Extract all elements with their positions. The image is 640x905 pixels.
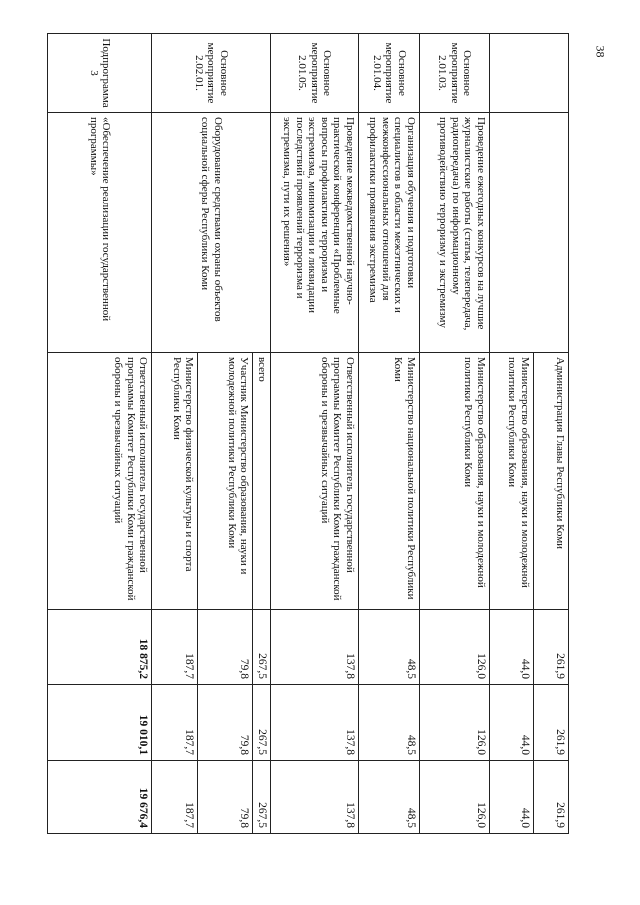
table-row bbox=[420, 34, 490, 834]
name-cell: «Обеспечение реализации государственной программы» bbox=[48, 113, 152, 353]
value-cell-2: 19 010,1 bbox=[48, 685, 152, 761]
value-cell-1: 44,0 bbox=[490, 610, 534, 685]
value-cell-2: 44,0 bbox=[490, 685, 534, 761]
executor-cell: Министерство физической культуры и спорта Республики Коми bbox=[152, 353, 198, 610]
table-row bbox=[271, 34, 359, 834]
value-cell-1: 267,5 bbox=[253, 610, 271, 685]
value-cell-3: 187,7 bbox=[152, 761, 198, 834]
value-cell-1: 261,9 bbox=[534, 610, 569, 685]
table-row bbox=[253, 34, 271, 834]
code-cell: Основное мероприятие 2.01.03. bbox=[420, 34, 490, 113]
table-row bbox=[48, 34, 152, 834]
value-cell-2: 79,8 bbox=[198, 685, 253, 761]
value-cell-2: 126,0 bbox=[420, 685, 490, 761]
rotated-table-wrapper bbox=[49, 33, 569, 833]
code-cell: Основное мероприятие 2.01.04. bbox=[359, 34, 420, 113]
value-cell-2: 137,8 bbox=[271, 685, 359, 761]
value-cell-2: 187,7 bbox=[152, 685, 198, 761]
value-cell-3: 267,5 bbox=[253, 761, 271, 834]
executor-cell: Министерство образования, науки и молодежной политики Республики Коми bbox=[420, 353, 490, 610]
value-cell-1: 137,8 bbox=[271, 610, 359, 685]
name-cell: Организация обучения и подготовки специалистов в области межэтнических и межконфессиональных отношений для профилактики проявления экстремизма bbox=[359, 113, 420, 353]
name-cell bbox=[490, 113, 569, 353]
name-cell: Оборудование средствами охраны объектов социальной сферы Республики Коми bbox=[152, 113, 271, 353]
code-cell: Подпрограмма 3 bbox=[48, 34, 152, 113]
table-row bbox=[534, 34, 569, 834]
name-cell: Проведение межведомственной научно-практической конференции «Проблемные вопросы профилактики терроризма и экстремизма, минимизации и ликвидации последствий проявлений терроризма и экстремизма, пути их решения» bbox=[271, 113, 359, 353]
value-cell-3: 19 676,4 bbox=[48, 761, 152, 834]
code-cell: Основное мероприятие 2.01.05. bbox=[271, 34, 359, 113]
value-cell-1: 126,0 bbox=[420, 610, 490, 685]
value-cell-3: 44,0 bbox=[490, 761, 534, 834]
value-cell-3: 126,0 bbox=[420, 761, 490, 834]
executor-cell: Ответственный исполнитель государственной программы Комитет Республики Коми гражданской обороны и чрезвычайных ситуаций bbox=[271, 353, 359, 610]
value-cell-3: 137,8 bbox=[271, 761, 359, 834]
value-cell-3: 79,8 bbox=[198, 761, 253, 834]
name-cell: Проведение ежегодных конкурсов на лучшие журналистские работы (статья, телепередача, радиопередача) по информационному противодействию терроризму и экстремизму bbox=[420, 113, 490, 353]
value-cell-3: 48,5 bbox=[359, 761, 420, 834]
executor-cell: Ответственный исполнитель государственной программы Комитет Республики Коми гражданской обороны и чрезвычайных ситуаций bbox=[48, 353, 152, 610]
value-cell-1: 187,7 bbox=[152, 610, 198, 685]
budget-table bbox=[48, 33, 570, 834]
code-cell bbox=[490, 34, 569, 113]
value-cell-3: 261,9 bbox=[534, 761, 569, 834]
executor-cell: всего bbox=[253, 353, 271, 610]
executor-cell: Министерство национальной политики Республики Коми bbox=[359, 353, 420, 610]
page-number: 38 bbox=[593, 45, 608, 58]
code-cell: Основное мероприятие 2.02.01. bbox=[152, 34, 271, 113]
executor-cell: Министерство образования, науки и молодежной политики Республики Коми bbox=[490, 353, 534, 610]
value-cell-2: 48,5 bbox=[359, 685, 420, 761]
executor-cell: Администрация Главы Республики Коми bbox=[534, 353, 569, 610]
executor-cell: Участник Министерство образования, науки и молодежной политики Республики Коми bbox=[198, 353, 253, 610]
value-cell-1: 79,8 bbox=[198, 610, 253, 685]
value-cell-1: 48,5 bbox=[359, 610, 420, 685]
table-row bbox=[359, 34, 420, 834]
value-cell-2: 267,5 bbox=[253, 685, 271, 761]
value-cell-1: 18 875,2 bbox=[48, 610, 152, 685]
value-cell-2: 261,9 bbox=[534, 685, 569, 761]
